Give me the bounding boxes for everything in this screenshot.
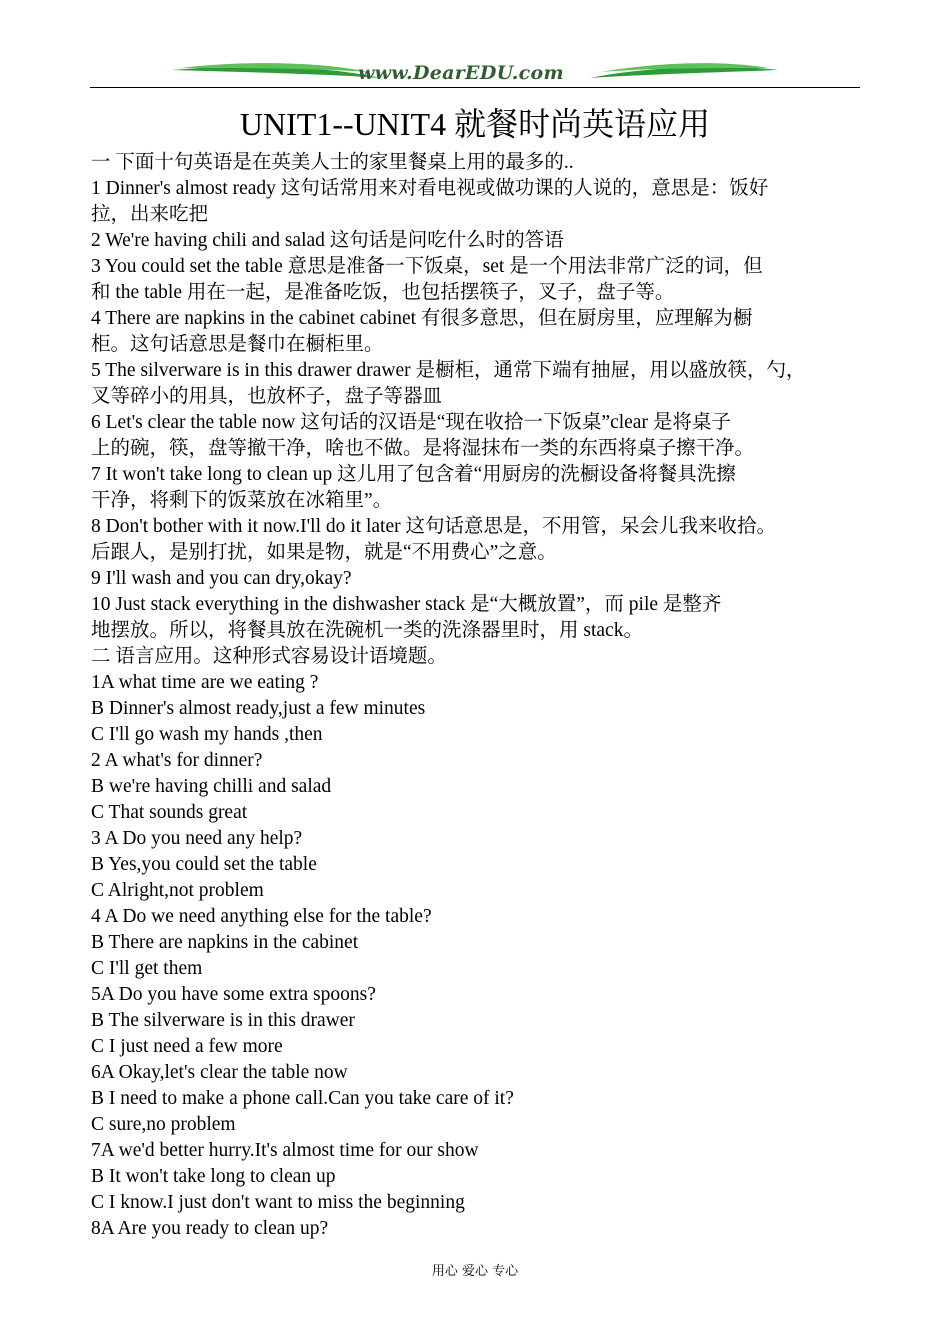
header-rule xyxy=(90,87,860,88)
text-line: C sure,no problem xyxy=(91,1114,236,1135)
text-line: C I know.I just don't want to miss the beginning xyxy=(91,1192,465,1213)
text-line: 叉等碎小的用具，也放杯子，盘子等器皿 xyxy=(91,386,443,407)
text-line: C Alright,not problem xyxy=(91,880,264,901)
text-line: 5 The silverware is in this drawer drawer 是橱柜，通常下端有抽屉，用以盛放筷，勺， xyxy=(91,360,806,381)
text-line: 4 There are napkins in the cabinet cabinet 有很多意思，但在厨房里，应理解为橱 xyxy=(91,308,753,329)
text-line: B we're having chilli and salad xyxy=(91,776,332,797)
text-line: 1A what time are we eating ? xyxy=(91,672,319,693)
text-line: 和 the table 用在一起，是准备吃饭，也包括摆筷子，叉子，盘子等。 xyxy=(91,282,675,303)
text-line: 柜。这句话意思是餐巾在橱柜里。 xyxy=(91,334,384,355)
text-line: 二 语言应用。这种形式容易设计语境题。 xyxy=(91,646,447,667)
text-line: 干净，将剩下的饭菜放在冰箱里”。 xyxy=(91,490,393,511)
page-header xyxy=(90,58,860,90)
text-line: 4 A Do we need anything else for the table? xyxy=(91,906,432,927)
text-line: 6 Let's clear the table now 这句话的汉语是“现在收拾一下饭桌”clear 是将桌子 xyxy=(91,412,731,433)
site-logo-text: www.DearEDU.com xyxy=(358,62,564,84)
text-line: 拉，出来吃把 xyxy=(91,204,209,225)
text-line: 5A Do you have some extra spoons? xyxy=(91,984,376,1005)
text-line: C I just need a few more xyxy=(91,1036,283,1057)
text-line: B There are napkins in the cabinet xyxy=(91,932,359,953)
text-line: 8 Don't bother with it now.I'll do it later 这句话意思是，不用管，呆会儿我来收拾。 xyxy=(91,516,776,537)
text-line: 8A Are you ready to clean up? xyxy=(91,1218,329,1239)
text-line: 2 A what's for dinner? xyxy=(91,750,263,771)
text-line: B Dinner's almost ready,just a few minutes xyxy=(91,698,426,719)
text-line: 7 It won't take long to clean up 这儿用了包含着“用厨房的洗橱设备将餐具洗擦 xyxy=(91,464,736,485)
text-line: 10 Just stack everything in the dishwasher stack 是“大概放置”，而 pile 是整齐 xyxy=(91,594,722,615)
text-line: C That sounds great xyxy=(91,802,248,823)
text-line: 3 A Do you need any help? xyxy=(91,828,303,849)
text-line: 9 I'll wash and you can dry,okay? xyxy=(91,568,352,589)
document-title: UNIT1--UNIT4 就餐时尚英语应用 xyxy=(239,106,711,142)
text-line: 1 Dinner's almost ready 这句话常用来对看电视或做功课的人说的，意思是：饭好 xyxy=(91,178,769,199)
text-line: 7A we'd better hurry.It's almost time for our show xyxy=(91,1140,479,1161)
document-body xyxy=(91,150,863,1242)
text-line: 2 We're having chili and salad 这句话是问吃什么时的答语 xyxy=(91,230,564,251)
text-line: 一 下面十句英语是在英美人士的家里餐桌上用的最多的.. xyxy=(91,152,574,173)
text-line: 地摆放。所以，将餐具放在洗碗机一类的洗涤器里时，用 stack。 xyxy=(91,620,643,641)
text-line: 上的碗，筷，盘等撤干净，啥也不做。是将湿抹布一类的东西将桌子擦干净。 xyxy=(91,438,755,459)
page-footer: 用心 爱心 专心 xyxy=(431,1264,519,1279)
text-line: 后跟人，是别打扰，如果是物，就是“不用费心”之意。 xyxy=(91,542,557,563)
text-line: C I'll go wash my hands ,then xyxy=(91,724,323,745)
text-line: 3 You could set the table 意思是准备一下饭桌，set 是一个用法非常广泛的词，但 xyxy=(91,256,763,277)
text-line: B Yes,you could set the table xyxy=(91,854,317,875)
text-line: B I need to make a phone call.Can you take care of it? xyxy=(91,1088,514,1109)
text-line: B The silverware is in this drawer xyxy=(91,1010,355,1031)
text-line: 6A Okay,let's clear the table now xyxy=(91,1062,348,1083)
text-line: C I'll get them xyxy=(91,958,203,979)
text-line: B It won't take long to clean up xyxy=(91,1166,336,1187)
